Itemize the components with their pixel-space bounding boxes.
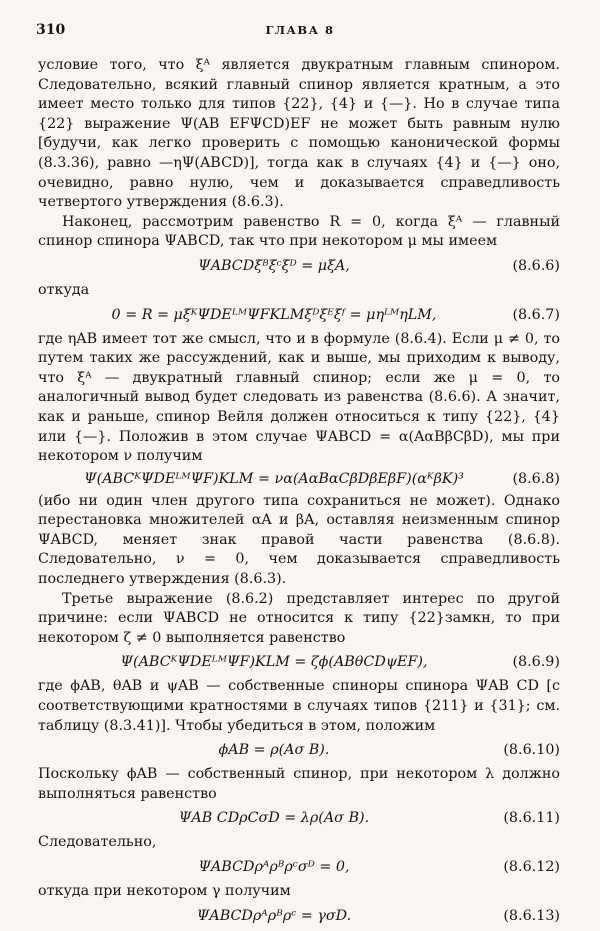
paragraph: (ибо ни один член другого типа сохраниться не может). Однако перестановка множителей αA и βA, оставляя неизменным спинор ΨABCD, меняет знак правой части равенства (8.6.8). Следовательно, ν = 0, чем доказывается справедливость последнего утверждения (8.6.3). [38, 492, 560, 588]
paragraph: где ηAB имеет тот же смысл, что и в формуле (8.6.4). Если μ ≠ 0, то путем таких же рассуждений, как и выше, мы приходим к выводу, что ξᴬ — двукратный главный спинор; если же μ = 0, то аналогичный вывод будет следовать из равенства (8.6.6). А значит, как и раньше, спинор Вейля должен относиться к типу {22}, {4} или {—}. Положив в этом случае ΨABCD = α(AαBβCβD), мы при некотором ν получим [38, 330, 560, 465]
equation-number: (8.6.8) [512, 470, 560, 487]
chapter-title: ГЛАВА 8 [265, 23, 335, 37]
equation-8-6-12 [38, 853, 560, 882]
equation-formula: ΨABCDρᴬρᴮρᶜσᴰ = 0, [198, 859, 350, 875]
equation-number: (8.6.10) [503, 742, 560, 759]
equation-formula: 0 = R = μξᴷΨDEᴸᴹΨFKLMξᴰξᴱξᶠ = μηᴸᴹηLM, [111, 306, 437, 323]
equation-8-6-7 [38, 301, 560, 330]
equation-number: (8.6.11) [503, 810, 560, 827]
page-body [38, 56, 560, 931]
equation-8-6-13 [38, 902, 560, 931]
equation-formula: Ψ(ABCᴷΨDEᴸᴹΨF)KLM = να(AαBαCβDβEβF)(αᴷβK)³ [84, 470, 464, 487]
equation-8-6-6 [38, 252, 560, 281]
equation-number: (8.6.13) [503, 907, 560, 924]
paragraph: где ϕAB, θAB и ψAB — собственные спиноры спинора ΨAB CD [с соответствующими кратностями в случаях типов {211} и {31}; см. таблицу (8.3.41)]. Чтобы убедиться в этом, положим [38, 678, 560, 734]
equation-8-6-11 [38, 804, 560, 833]
running-header [36, 22, 564, 42]
equation-formula: ΨABCDξᴮξᶜξᴰ = μξA, [198, 257, 350, 274]
equation-number: (8.6.6) [512, 257, 560, 274]
equation-number: (8.6.7) [512, 306, 560, 323]
paragraph: откуда [38, 281, 90, 298]
equation-formula: Ψ(ABCᴷΨDEᴸᴹΨF)KLM = ζϕ(ABθCDψEF), [120, 654, 428, 671]
equation-number: (8.6.9) [512, 654, 560, 671]
equation-formula: ΨAB CDρCσD = λρ(Aσ B). [178, 810, 370, 827]
paragraph: условие того, что ξᴬ является двукратным главным спинором. Следовательно, всякий главный спинор является кратным, а это имеет место только для типов {22}, {4} и {—}. Но в случае типа {22} выражение Ψ(AB EFΨCD)EF не может быть равным нулю [будучи, как легко проверить с помощью канонической формы (8.3.36), равно —ηΨ(ABCD)], тогда как в случаях {4} и {—} оно, очевидно, равно нулю, чем и доказывается справедливость четвертого утверждения (8.6.3). [38, 57, 560, 211]
equation-8-6-8 [38, 467, 560, 492]
equation-formula: ΨABCDρᴬρᴮρᶜ = γσD. [196, 907, 352, 924]
equation-8-6-9 [38, 648, 560, 677]
equation-8-6-10 [38, 736, 560, 765]
paragraph: Поскольку ϕAB — собственный спинор, при некотором λ должно выполняться равенство [38, 766, 560, 802]
equation-formula: ϕAB = ρ(Aσ B). [218, 742, 330, 759]
paragraph: Следовательно, [38, 834, 157, 851]
page-number: 310 [36, 22, 66, 38]
paragraph: откуда при некотором γ получим [38, 883, 291, 899]
paragraph: Наконец, рассмотрим равенство R = 0, когда ξᴬ — главный спинор спинора ΨABCD, так что при некотором μ мы имеем [38, 213, 560, 250]
equation-number: (8.6.12) [503, 859, 560, 875]
paragraph: Третье выражение (8.6.2) представляет интерес по другой причине: если ΨABCD не относится к типу {22}замкн, то при некотором ζ ≠ 0 выполняется равенство [38, 590, 560, 646]
